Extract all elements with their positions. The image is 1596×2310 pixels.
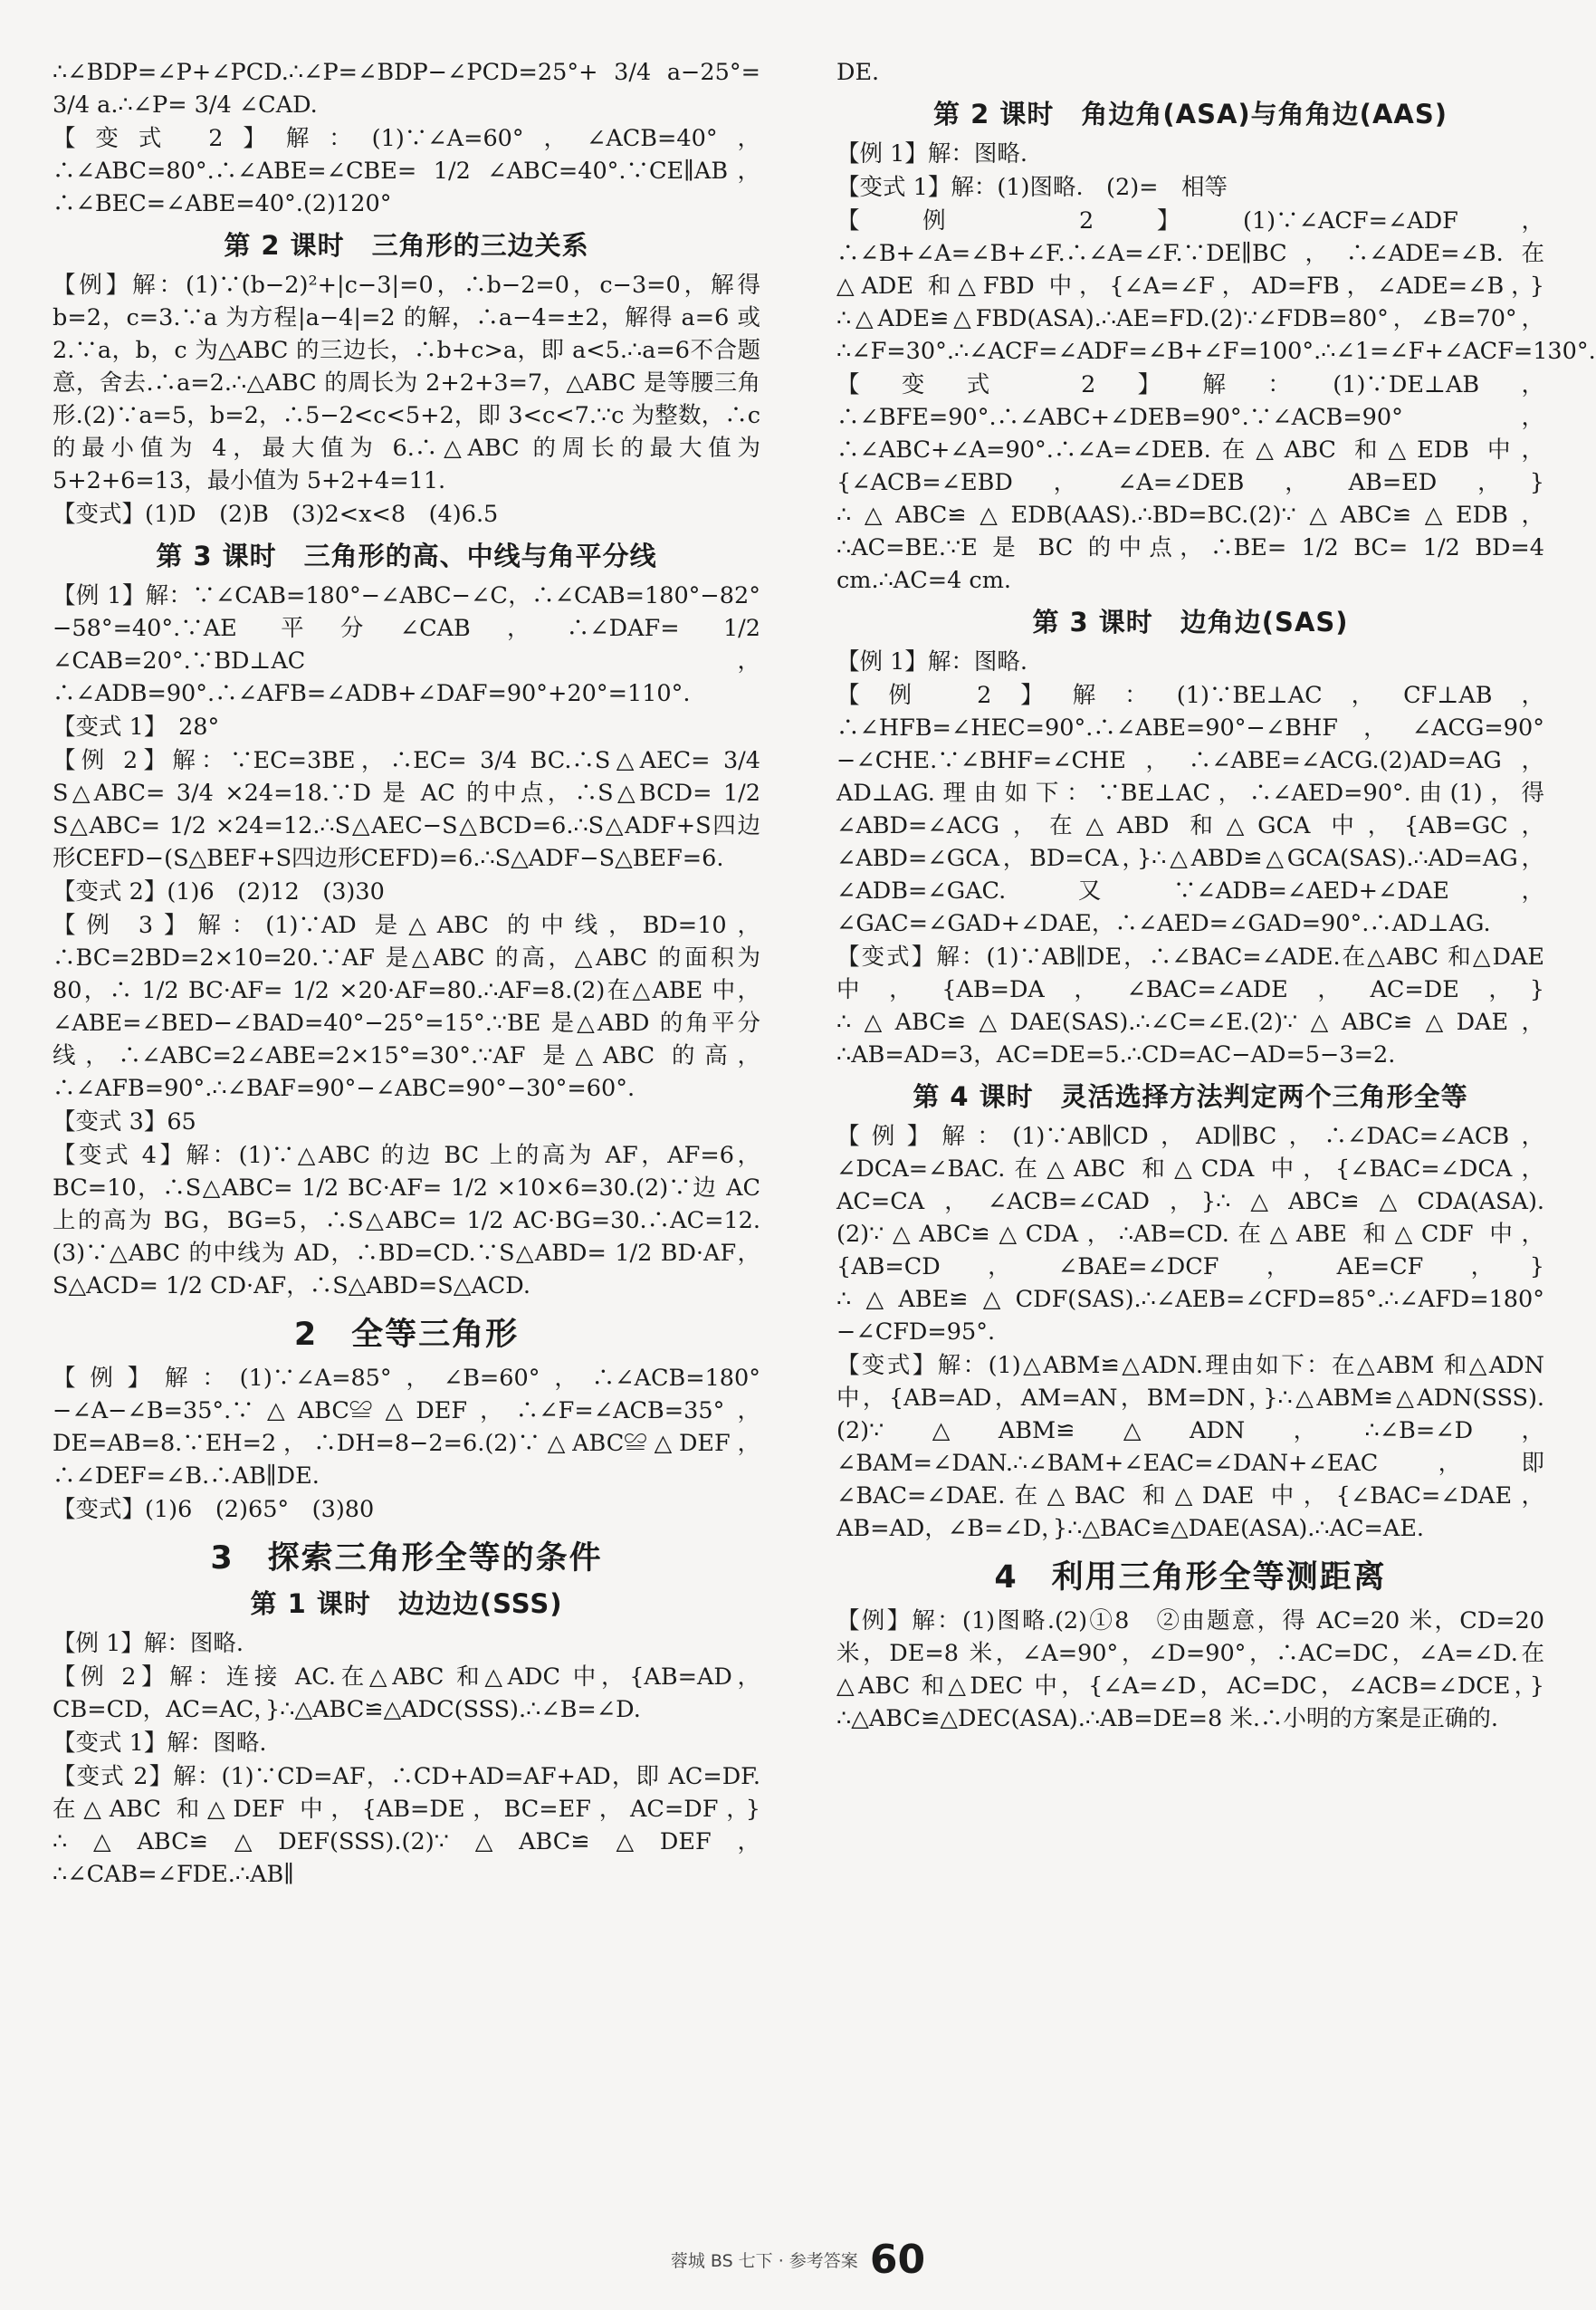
answer-paragraph: 【例 1】解：∵∠CAB=180°−∠ABC−∠C，∴∠CAB=180°−82°−58°=40°.∵AE 平分∠CAB，∴∠DAF= 1/2 ∠CAB=20°.∵BD⊥AC，∴∠ADB=90°.∴∠AFB=∠ADB+∠DAF=90°+20°=110°. [53,582,760,707]
answer-paragraph: 【例 1】解：图略. [836,648,1027,676]
answer-paragraph: 【变式】解：(1)△ABM≌△ADN.理由如下：在△ABM 和△ADN 中，{AB=AD，AM=AN，BM=DN，}∴△ABM≌△ADN(SSS).(2)∵△ABM≌△ADN，∴∠B=∠D，∠BAM=∠DAN.∴∠BAM+∠EAC=∠DAN+∠EAC，即∠BAC=∠DAE.在△BAC 和△DAE 中，{∠BAC=∠DAE，AB=AD，∠B=∠D，}∴△BAC≌△DAE(ASA).∴AC=AE. [836,1352,1544,1542]
answer-paragraph: 【变式 2】解：(1)∵CD=AF，∴CD+AD=AF+AD，即 AC=DF.在△ABC 和△DEF 中，{AB=DE，BC=EF，AC=DF，}∴△ABC≌△DEF(SSS).(2)∵△ABC≌△DEF，∴∠CAB=∠FDE.∴AB∥ [53,1763,760,1888]
section-heading: 4 利用三角形全等测距离 [994,1559,1387,1596]
answer-paragraph: 【变式】解：(1)∵AB∥DE，∴∠BAC=∠ADE.在△ABC 和△DAE 中，{AB=DA，∠BAC=∠ADE，AC=DE，}∴△ABC≌△DAE(SAS).∴∠C=∠E.(2)∵△ABC≌△DAE，∴AB=AD=3，AC=DE=5.∴CD=AC−AD=5−3=2. [836,944,1544,1069]
right-column [836,56,1596,1736]
answer-paragraph: 【例】解：(1)∵∠A=85°，∠B=60°，∴∠ACB=180°−∠A−∠B=35°.∵△ABC≌△DEF，∴∠F=∠ACB=35°，DE=AB=8.∵EH=2，∴DH=8−2=6.(2)∵△ABC≌△DEF，∴∠DEF=∠B.∴AB∥DE. [53,1365,760,1490]
answer-paragraph: 【变式 1】解：图略. [53,1730,267,1757]
answer-paragraph: 【变式 3】65 [53,1108,196,1136]
page-footer [0,2237,1596,2283]
answer-paragraph: 【例 2】解：(1)∵BE⊥AC，CF⊥AB，∴∠HFB=∠HEC=90°.∴∠ABE=90°−∠BHF，∠ACG=90°−∠CHE.∵∠BHF=∠CHE，∴∠ABE=∠ACG.(2)AD=AG，AD⊥AG.理由如下：∵BE⊥AC，∴∠AED=90°.由(1)，得∠ABD=∠ACG，在△ABD 和△GCA 中，{AB=GC，∠ABD=∠GCA，BD=CA，}∴△ABD≌△GCA(SAS).∴AD=AG，∠ADB=∠GAC.又∵∠ADB=∠AED+∠DAE，∠GAC=∠GAD+∠DAE，∴∠AED=∠GAD=90°.∴AD⊥AG. [836,682,1544,937]
answer-paragraph: 【变式】(1)6 (2)65° (3)80 [53,1496,375,1523]
answer-paragraph: 【变式 1】 28° [53,714,220,741]
answer-paragraph: 【例 3】解：(1)∵AD 是△ABC 的中线，BD=10，∴BC=2BD=2×10=20.∵AF 是△ABC 的高，△ABC 的面积为 80，∴ 1/2 BC·AF= 1/2 ×20·AF=80.∴AF=8.(2)在△ABE 中，∠ABE=∠BED−∠BAD=40°−25°=15°.∵BE 是△ABD 的角平分线，∴∠ABC=2∠ABE=2×15°=30°.∵AF 是△ABC 的高，∴∠AFB=90°.∴∠BAF=90°−∠ABC=90°−30°=60°. [53,912,760,1102]
page-number: 60 [869,2237,926,2283]
answer-paragraph: 【例 2】解：连接 AC.在△ABC 和△ADC 中，{AB=AD，CB=CD，AC=AC，}∴△ABC≌△ADC(SSS).∴∠B=∠D. [53,1663,760,1723]
section-heading: 2 全等三角形 [293,1317,520,1353]
answer-paragraph: 【变式 2】解：(1)∵∠A=60°，∠ACB=40°，∴∠ABC=80°.∴∠ABE=∠CBE= 1/2 ∠ABC=40°.∵CE∥AB，∴∠BEC=∠ABE=40°.(2)120° [53,125,760,217]
lesson-heading: 第 3 课时 三角形的高、中线与角平分线 [156,541,657,571]
answer-paragraph: 【变式 4】解：(1)∵△ABC 的边 BC 上的高为 AF，AF=6，BC=10，∴S△ABC= 1/2 BC·AF= 1/2 ×10×6=30.(2)∵边 AC 上的高为 BG，BG=5，∴S△ABC= 1/2 AC·BG=30.∴AC=12.(3)∵△ABC 的中线为 AD，∴BD=CD.∵S△ABD= 1/2 BD·AF，S△ACD= 1/2 CD·AF，∴S△ABD=S△ACD. [53,1142,760,1299]
section-heading: 3 探索三角形全等的条件 [210,1540,603,1577]
answer-paragraph: 【例 1】解：图略. [53,1630,244,1657]
answer-paragraph: DE. [836,59,880,86]
footer-book-title: 蓉城 BS 七下 · 参考答案 [670,2251,858,2271]
answer-paragraph: 【例 2】(1)∵∠ACF=∠ADF，∴∠B+∠A=∠B+∠F.∴∠A=∠F.∵DE∥BC，∴∠ADE=∠B.在△ADE 和△FBD 中，{∠A=∠F，AD=FB，∠ADE=∠B，}∴△ADE≌△FBD(ASA).∴AE=FD.(2)∵∠FDB=80°，∠B=70°，∴∠F=30°.∴∠ACF=∠ADF=∠B+∠F=100°.∴∠1=∠F+∠ACF=130°. [836,207,1596,365]
lesson-heading: 第 1 课时 边边边(SSS) [250,1588,563,1619]
answer-paragraph: 【变式 2】(1)6 (2)12 (3)30 [53,878,385,906]
answer-paragraph: 【变式】(1)D (2)B (3)2<x<8 (4)6.5 [53,501,499,528]
lesson-heading: 第 2 课时 角边角(ASA)与角角边(AAS) [933,99,1448,129]
answer-paragraph: 【例】解：(1)∵(b−2)²+|c−3|=0，∴b−2=0，c−3=0，解得b=2，c=3.∵a 为方程|a−4|=2 的解，∴a−4=±2，解得 a=6 或 2.∵a，b，c 为△ABC 的三边长，∴b+c>a，即 a<5.∴a=6不合题意，舍去.∴a=2.∴△ABC 的周长为 2+2+3=7，△ABC 是等腰三角形.(2)∵a=5，b=2，∴5−2<c<5+2，即 3<c<7.∵c 为整数，∴c 的最小值为 4，最大值为 6.∴△ABC 的周长的最大值为 5+2+6=13，最小值为 5+2+4=11. [53,272,760,494]
answer-paragraph: ∴∠BDP=∠P+∠PCD.∴∠P=∠BDP−∠PCD=25°+ 3/4 a−25°= 3/4 a.∴∠P= 3/4 ∠CAD. [53,59,760,119]
answer-paragraph: 【例 1】解：图略. [836,140,1027,168]
answer-paragraph: 【变式 2】解：(1)∵DE⊥AB，∴∠BFE=90°.∴∠ABC+∠DEB=90°.∵∠ACB=90°，∴∠ABC+∠A=90°.∴∠A=∠DEB.在△ABC 和△EDB 中，{∠ACB=∠EBD，∠A=∠DEB，AB=ED，}∴△ABC≌△EDB(AAS).∴BD=BC.(2)∵△ABC≌△EDB，∴AC=BE.∵E 是 BC 的中点，∴BE= 1/2 BC= 1/2 BD=4 cm.∴AC=4 cm. [836,371,1544,594]
answer-paragraph: 【例】解：(1)∵AB∥CD，AD∥BC，∴∠DAC=∠ACB，∠DCA=∠BAC.在△ABC 和△CDA 中，{∠BAC=∠DCA，AC=CA，∠ACB=∠CAD，}∴△ABC≌△CDA(ASA).(2)∵△ABC≌△CDA，∴AB=CD.在△ABE 和△CDF 中，{AB=CD，∠BAE=∠DCF，AE=CF，}∴△ABE≌△CDF(SAS).∴∠AEB=∠CFD=85°.∴∠AFD=180°−∠CFD=95°. [836,1123,1544,1346]
lesson-heading: 第 3 课时 边角边(SAS) [1032,607,1349,637]
lesson-heading: 第 2 课时 三角形的三边关系 [224,230,589,261]
left-column [53,56,760,1892]
lesson-heading: 第 4 课时 灵活选择方法判定两个三角形全等 [913,1081,1468,1112]
answer-paragraph: 【例】解：(1)图略.(2)①8 ②由题意，得 AC=20 米，CD=20 米，DE=8 米，∠A=90°，∠D=90°，∴AC=DC，∠A=∠D.在△ABC 和△DEC 中，{∠A=∠D，AC=DC，∠ACB=∠DCE，}∴△ABC≌△DEC(ASA).∴AB=DE=8 米.∴小明的方案是正确的. [836,1607,1544,1732]
answer-paragraph: 【变式 1】解：(1)图略. (2)= 相等 [836,174,1228,201]
answer-paragraph: 【例 2】解：∵EC=3BE，∴EC= 3/4 BC.∴S△AEC= 3/4 S△ABC= 3/4 ×24=18.∵D 是 AC 的中点，∴S△BCD= 1/2 S△ABC= 1/2 ×24=12.∴S△AEC−S△BCD=6.∴S△ADF+S四边形CEFD−(S△BEF+S四边形CEFD)=6.∴S△ADF−S△BEF=6. [53,747,760,872]
